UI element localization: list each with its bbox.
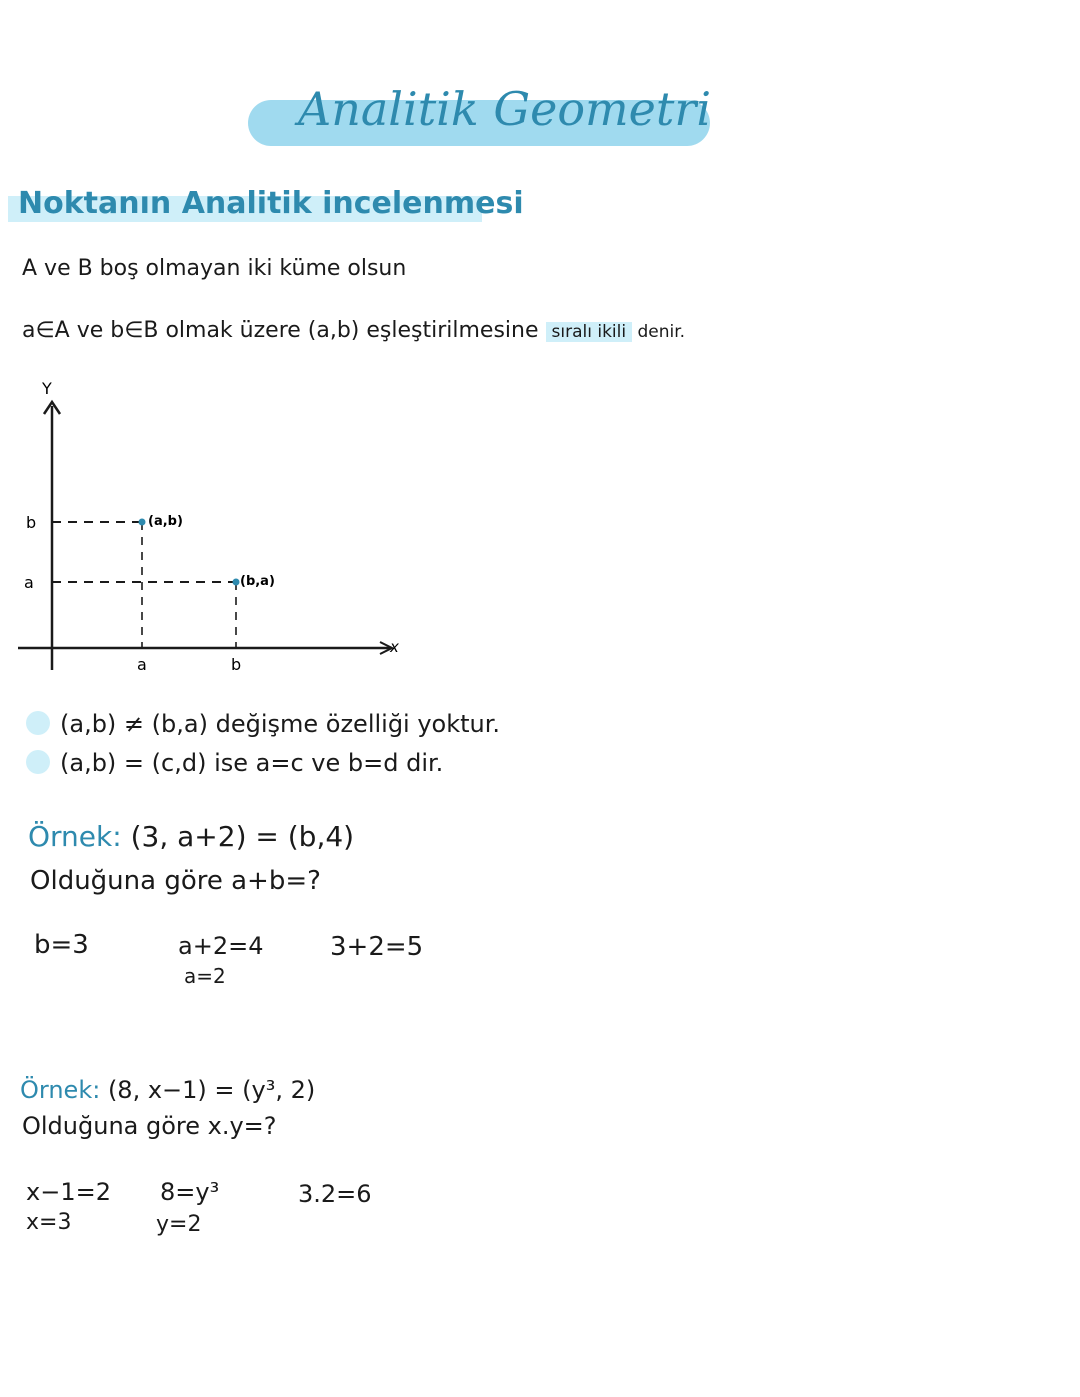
example2-step1b: x=3: [26, 1210, 72, 1235]
example1-result: 3+2=5: [330, 932, 424, 962]
example2-label: Örnek:: [20, 1076, 101, 1104]
example2-step2a: 8=y³: [160, 1178, 220, 1206]
intro-line-2-main: a∈A ve b∈B olmak üzere (a,b) eşleştirilmesine: [22, 318, 546, 343]
example1-label: Örnek:: [28, 820, 122, 853]
property-1: (a,b) ≠ (b,a) değişme özelliği yoktur.: [60, 710, 501, 738]
y-tick-a: a: [24, 573, 34, 592]
example1-step2a: a+2=4: [178, 932, 264, 960]
x-tick-a: a: [137, 655, 147, 674]
x-tick-b: b: [231, 655, 242, 674]
example1-question: Olduğuna göre a+b=?: [30, 866, 321, 896]
page-title: Analitik Geometri: [298, 82, 712, 136]
coordinate-diagram: [0, 370, 430, 680]
example2-question: Olduğuna göre x.y=?: [22, 1112, 277, 1140]
point-ab-marker: [139, 519, 146, 526]
example2-statement: [20, 1076, 315, 1104]
example1-equation: (3, a+2) = (b,4): [130, 820, 355, 853]
point-ba-marker: [233, 579, 240, 586]
example2-equation: (8, x−1) = (y³, 2): [107, 1076, 316, 1104]
example1-statement: [28, 820, 354, 853]
y-axis-label: Y: [42, 379, 52, 398]
intro-line-2-highlight: sıralı ikili: [546, 322, 633, 342]
y-tick-b: b: [26, 513, 37, 532]
bullet-dot-1: [26, 711, 50, 735]
bullet-dot-2: [26, 750, 50, 774]
example2-result: 3.2=6: [298, 1180, 372, 1208]
intro-line-2: [22, 318, 685, 343]
property-2: (a,b) = (c,d) ise a=c ve b=d dir.: [60, 749, 444, 777]
example2-step1a: x−1=2: [26, 1178, 111, 1206]
example1-step2b: a=2: [184, 964, 226, 988]
example1-step1: b=3: [34, 930, 89, 960]
intro-line-1: A ve B boş olmayan iki küme olsun: [22, 256, 407, 281]
example2-step2b: y=2: [156, 1212, 202, 1237]
x-axis-label: x: [390, 638, 399, 656]
intro-line-2-end: denir.: [632, 322, 686, 342]
point-ba-label: (b,a): [240, 574, 275, 589]
section-title: Noktanın Analitik incelenmesi: [18, 186, 524, 221]
point-ab-label: (a,b): [148, 514, 183, 529]
